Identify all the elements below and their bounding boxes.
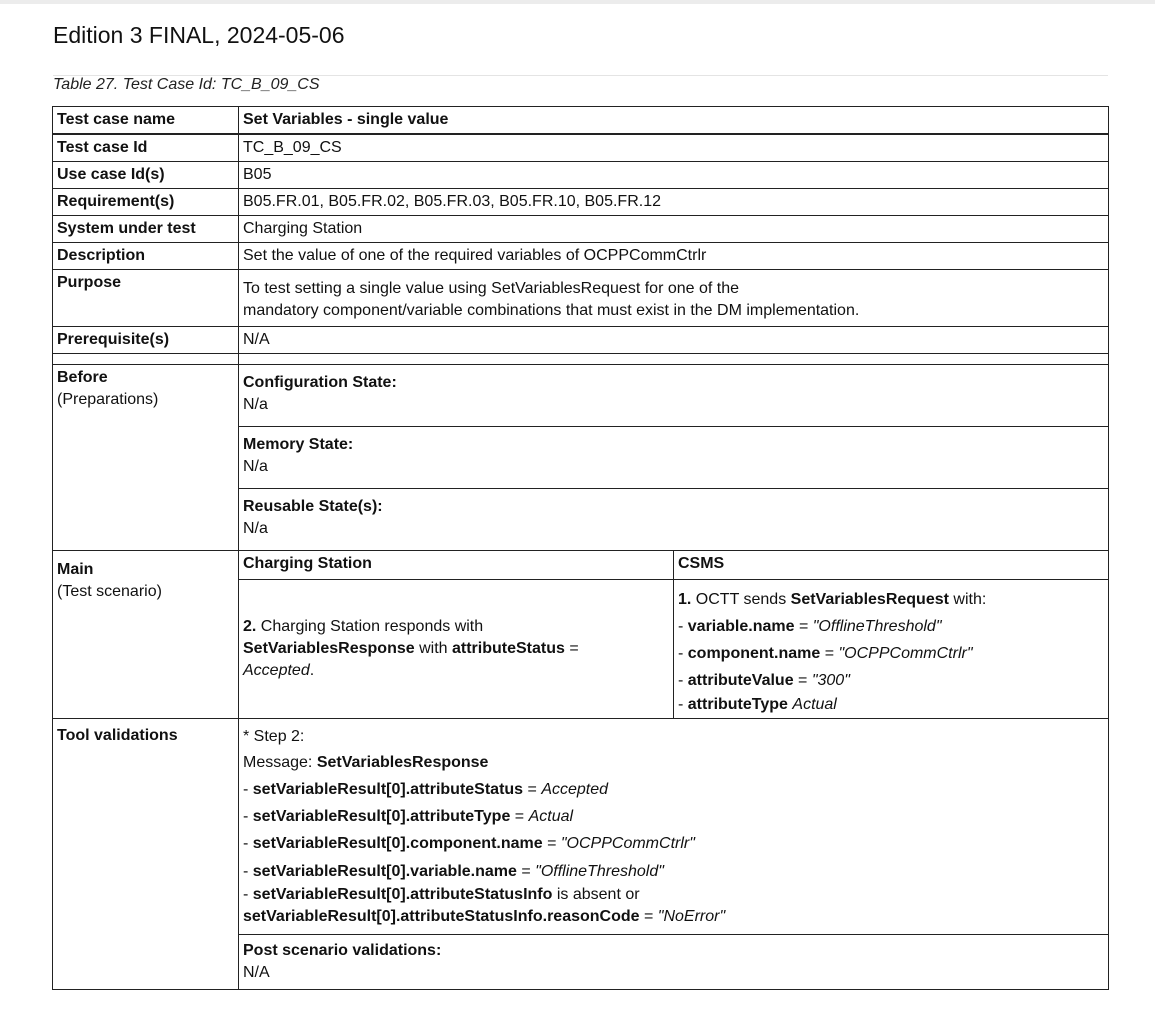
tool-item-sep: = — [516, 863, 536, 880]
tool-step: * Step 2: — [243, 728, 305, 745]
tool-item-sep: = — [510, 808, 529, 825]
csms-item-value: Actual — [792, 696, 837, 713]
csms-item-attribute-type: - attributeType Actual — [678, 696, 837, 713]
configuration-state-label: Configuration State: — [243, 374, 397, 391]
label-prerequisites: Prerequisite(s) — [53, 327, 239, 354]
tool-item-key: setVariableResult[0].component.name — [252, 835, 543, 852]
memory-state-value: N/a — [243, 458, 268, 475]
tool-item-value: Accepted — [541, 781, 609, 798]
csms-item-value: "300" — [811, 672, 850, 689]
label-test-case-id: Test case Id — [53, 134, 239, 162]
tool-item-attribute-status: - setVariableResult[0].attributeStatus = Accepted — [243, 781, 609, 798]
label-test-case-name: Test case name — [53, 107, 239, 135]
label-system-under-test: System under test — [53, 216, 239, 243]
test-case-table — [52, 106, 1109, 990]
row-use-case-id — [53, 162, 1109, 189]
csms-item-key: attributeValue — [687, 672, 794, 689]
label-tool-validations: Tool validations — [53, 719, 239, 990]
tool-item-value: "OfflineThreshold" — [535, 863, 664, 880]
purpose-line-1: To test setting a single value using SetVariablesRequest for one of the — [243, 280, 740, 297]
charging-station-step-cell — [239, 580, 674, 719]
cs-step-message: SetVariablesResponse — [243, 640, 415, 657]
configuration-state-value: N/a — [243, 396, 268, 413]
value-prerequisites: N/A — [239, 327, 1109, 354]
reusable-state-value: N/a — [243, 520, 268, 537]
csms-item-component-name: - component.name = "OCPPCommCtrlr" — [678, 645, 973, 662]
tool-reason-sep: = — [639, 908, 658, 925]
before-subtitle: (Preparations) — [57, 391, 159, 408]
main-title: Main — [57, 561, 94, 578]
value-use-case-id: B05 — [239, 162, 1109, 189]
tool-item-value: "OCPPCommCtrlr" — [560, 835, 695, 852]
reusable-state-label: Reusable State(s): — [243, 498, 383, 515]
configuration-state-cell — [239, 365, 1109, 427]
tool-item-sep: = — [523, 781, 542, 798]
cs-step-line-1 — [243, 616, 669, 638]
tool-absent-key: setVariableResult[0].attributeStatusInfo — [252, 886, 553, 903]
value-requirements: B05.FR.01, B05.FR.02, B05.FR.03, B05.FR.10, B05.FR.12 — [239, 189, 1109, 216]
csms-item-key: component.name — [687, 645, 821, 662]
label-requirements: Requirement(s) — [53, 189, 239, 216]
tool-item-status-info-absent: - setVariableResult[0].attributeStatusInfo is absent or — [243, 886, 640, 903]
tool-item-sep: = — [542, 835, 561, 852]
row-main-header — [53, 551, 1109, 580]
cs-step-with: with — [414, 640, 452, 657]
cs-step-line-2 — [243, 638, 669, 660]
charging-station-header: Charging Station — [239, 551, 674, 580]
cs-step-eq: = — [564, 640, 579, 657]
value-purpose — [239, 270, 1109, 327]
memory-state-label: Memory State: — [243, 436, 354, 453]
reusable-state-cell — [239, 489, 1109, 551]
tool-item-variable-name: - setVariableResult[0].variable.name = "OfflineThreshold" — [243, 863, 664, 880]
label-use-case-id: Use case Id(s) — [53, 162, 239, 189]
value-test-case-id: TC_B_09_CS — [239, 134, 1109, 162]
csms-step-text: OCTT sends — [691, 591, 791, 608]
cs-step-line-3 — [243, 660, 669, 682]
csms-step-cell — [674, 580, 1109, 719]
cs-step-field: attributeStatus — [451, 640, 565, 657]
spacer-cell-right — [239, 354, 1109, 365]
cs-step-number: 2. — [243, 618, 257, 635]
label-description: Description — [53, 243, 239, 270]
memory-state-cell — [239, 427, 1109, 489]
tool-item-key: setVariableResult[0].attributeType — [252, 808, 511, 825]
tool-item-component-name: - setVariableResult[0].component.name = "OCPPCommCtrlr" — [243, 835, 695, 852]
row-prerequisites — [53, 327, 1109, 354]
tool-message-name: SetVariablesResponse — [316, 754, 489, 771]
csms-item-key: variable.name — [687, 618, 795, 635]
tool-item-value: Actual — [528, 808, 574, 825]
label-purpose: Purpose — [53, 270, 239, 327]
csms-step-text-2: with: — [948, 591, 987, 608]
post-scenario-label: Post scenario validations: — [243, 942, 442, 959]
post-scenario-value: N/A — [243, 964, 270, 981]
csms-item-key: attributeType — [687, 696, 788, 713]
before-title: Before — [57, 369, 108, 386]
row-system-under-test — [53, 216, 1109, 243]
table-caption: Table 27. Test Case Id: TC_B_09_CS — [53, 76, 320, 93]
csms-item-value: "OCPPCommCtrlr" — [838, 645, 973, 662]
tool-message-label: Message: — [243, 754, 317, 771]
tool-validations-cell — [239, 719, 1109, 935]
tool-message-line — [243, 749, 1104, 776]
csms-item-sep: = — [794, 618, 813, 635]
csms-item-sep: = — [793, 672, 812, 689]
post-scenario-cell — [239, 935, 1109, 990]
csms-item-variable-name: - variable.name = "OfflineThreshold" — [678, 618, 942, 635]
row-test-case-name — [53, 107, 1109, 135]
row-purpose — [53, 270, 1109, 327]
document-edition-header: Edition 3 FINAL, 2024-05-06 — [53, 22, 345, 48]
value-test-case-name: Set Variables - single value — [239, 107, 1109, 135]
row-requirements — [53, 189, 1109, 216]
cs-step-text: Charging Station responds with — [256, 618, 484, 635]
main-subtitle: (Test scenario) — [57, 583, 162, 600]
label-before — [53, 365, 239, 551]
csms-step-message: SetVariablesRequest — [790, 591, 949, 608]
tool-item-key: setVariableResult[0].variable.name — [252, 863, 517, 880]
tool-reason-value: "NoError" — [657, 908, 726, 925]
label-main — [53, 551, 239, 719]
tool-item-key: setVariableResult[0].attributeStatus — [252, 781, 524, 798]
row-description — [53, 243, 1109, 270]
tool-absent-text: is absent or — [552, 886, 640, 903]
csms-item-sep: = — [820, 645, 839, 662]
tool-item-reason-code — [243, 906, 1104, 928]
value-system-under-test: Charging Station — [239, 216, 1109, 243]
cs-step-value: Accepted — [243, 662, 310, 679]
csms-item-value: "OfflineThreshold" — [812, 618, 942, 635]
value-description: Set the value of one of the required variables of OCPPCommCtrlr — [239, 243, 1109, 270]
spacer-row — [53, 354, 1109, 365]
csms-step-line-1 — [678, 586, 1104, 613]
tool-item-attribute-type: - setVariableResult[0].attributeType = Actual — [243, 808, 574, 825]
row-test-case-id — [53, 134, 1109, 162]
cs-step-end: . — [309, 662, 315, 679]
tool-reason-key: setVariableResult[0].attributeStatusInfo.reasonCode — [243, 908, 640, 925]
top-band — [0, 0, 1155, 4]
csms-item-attribute-value: - attributeValue = "300" — [678, 672, 850, 689]
row-tool-validations — [53, 719, 1109, 935]
purpose-line-2: mandatory component/variable combinations that must exist in the DM implementation. — [243, 302, 860, 319]
spacer-cell-left — [53, 354, 239, 365]
csms-step-number: 1. — [678, 591, 692, 608]
csms-header: CSMS — [674, 551, 1109, 580]
row-before-configuration — [53, 365, 1109, 427]
